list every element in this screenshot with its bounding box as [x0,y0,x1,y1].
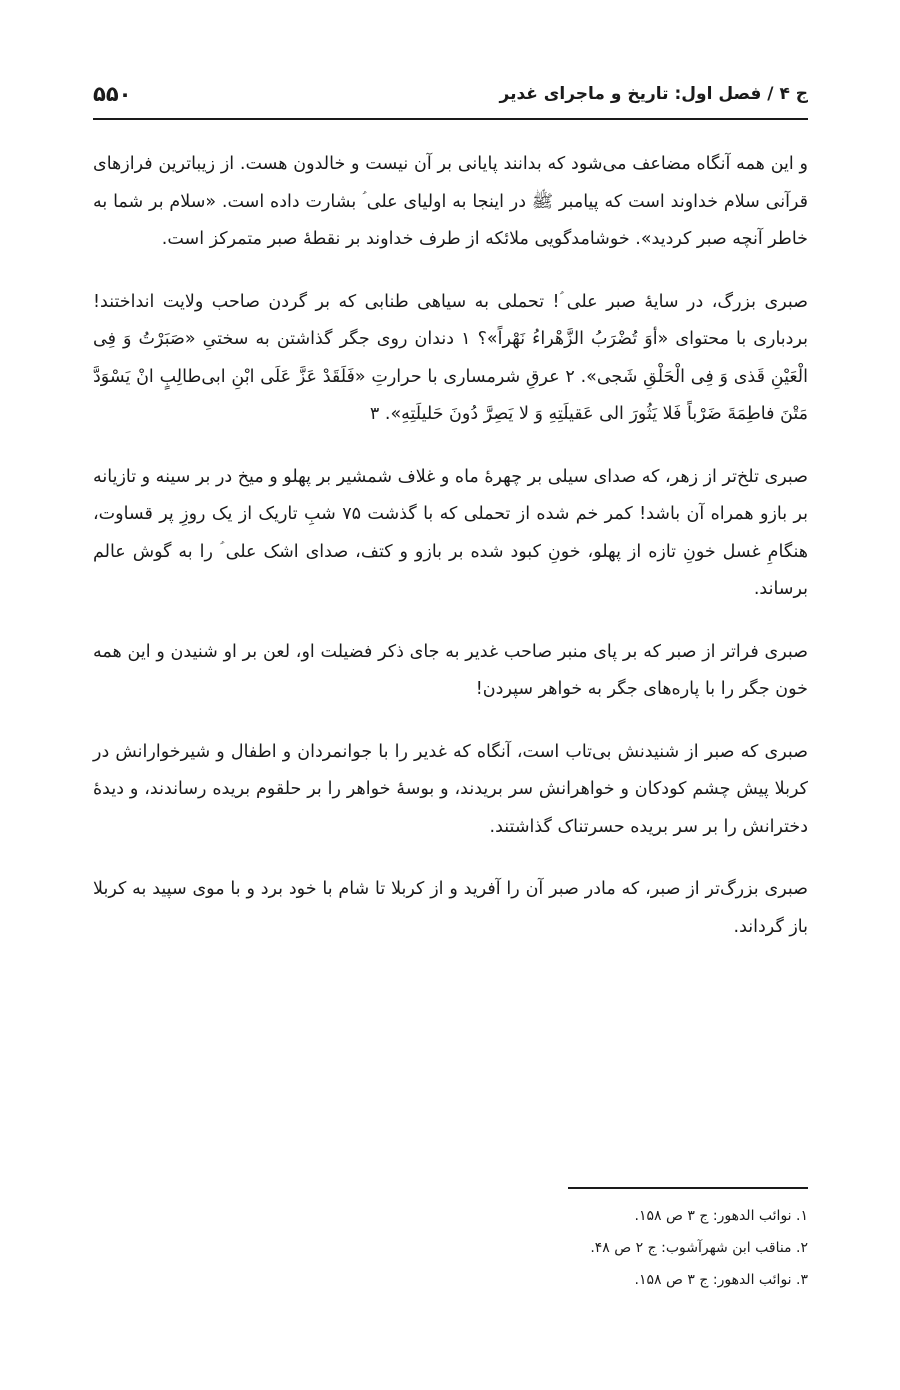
book-page [93,0,808,1390]
page-header [93,74,808,114]
footnote-divider [568,1187,808,1189]
footnotes [93,1200,808,1296]
paragraph: صبری که صبر از شنیدنش بی‌تاب است، آنگاه که غدیر را با جوانمردان و اطفال و شیرخوارانش در کربلا پیش چشم کودکان و خواهرانش سر بریدند، و بوسهٔ خواهر را بر حلقوم بریده رساندند، و دیدهٔ دخترانش را بر سر بریده حسرتناک گذاشتند. [93,741,808,837]
running-title: ج ۴ / فصل اول: تاریخ و ماجرای غدیر [499,84,808,104]
header-divider [93,118,808,120]
paragraph: صبری بزرگ، در سایهٔ صبر علی ؑ! تحملی به سیاهی طنابی که بر گردن صاحب ولایت انداختند! بردباری با محتوای «أوَ تُضْرَبُ الزَّهْراءُ نَهْراً»؟ ۱ دندان روی جگر گذاشتن به سختیِ «صَبَرْتُ وَ فِی الْعَیْنِ قَذی وَ فِی الْحَلْقِ شَجی». ۲ عرقِ شرمساری با حرارتِ «فَلَقَدْ عَزَّ عَلَی ابْنِ ابی‌طالِبٍ انْ یَسْوَدَّ مَتْنَ فاطِمَةَ ضَرْباً فَلا یَثُورَ الی عَقیلَتِهِ وَ لا یَصِرَّ دُونَ حَلیلَتِهِ». ۳ [93,291,808,424]
page-number: ۵۵۰ [93,82,132,106]
footnote: ۳. نوائب الدهور: ج ۳ ص ۱۵۸. [634,1272,808,1288]
paragraph: صبری تلخ‌تر از زهر، که صدای سیلی بر چهرهٔ ماه و غلاف شمشیر بر پهلو و میخ در بر سینه و تازیانه بر بازو همراه آن باشد! کمر خم شده از تحملی که با گذشت ۷۵ شبِ تاریک از یک روزِ پر قساوت، هنگامِ غسل خونِ تازه از پهلو، خونِ کبود شده بر بازو و کتف، صدای اشک علی ؑ را به گوش عالم برساند. [93,466,808,599]
footnote: ۱. نوائب الدهور: ج ۳ ص ۱۵۸. [634,1208,808,1224]
footnote: ۲. مناقب ابن شهرآشوب: ج ۲ ص ۴۸. [590,1240,808,1256]
body-text [93,146,808,971]
paragraph: صبری بزرگ‌تر از صبر، که مادر صبر آن را آفرید و از کربلا تا شام با خود برد و با موی سپید به کربلا باز گرداند. [93,879,808,937]
paragraph: و این همه آنگاه مضاعف می‌شود که بدانند پایانی بر آن نیست و خالدون هست. از زیباترین فرازهای قرآنی سلام خداوند است که پیامبر ﷺ در اینجا به اولیای علی ؑ بشارت داده است. «سلام بر شما به خاطر آنچه صبر کردید». خوشامدگویی ملائکه از طرف خداوند بر نقطهٔ صبر متمرکز است. [93,154,808,249]
paragraph: صبری فراتر از صبر که بر پای منبر صاحب غدیر به جای ذکر فضیلت او، لعن بر او شنیدن و این همه خون جگر را با پاره‌های جگر به خواهر سپردن! [93,641,808,699]
